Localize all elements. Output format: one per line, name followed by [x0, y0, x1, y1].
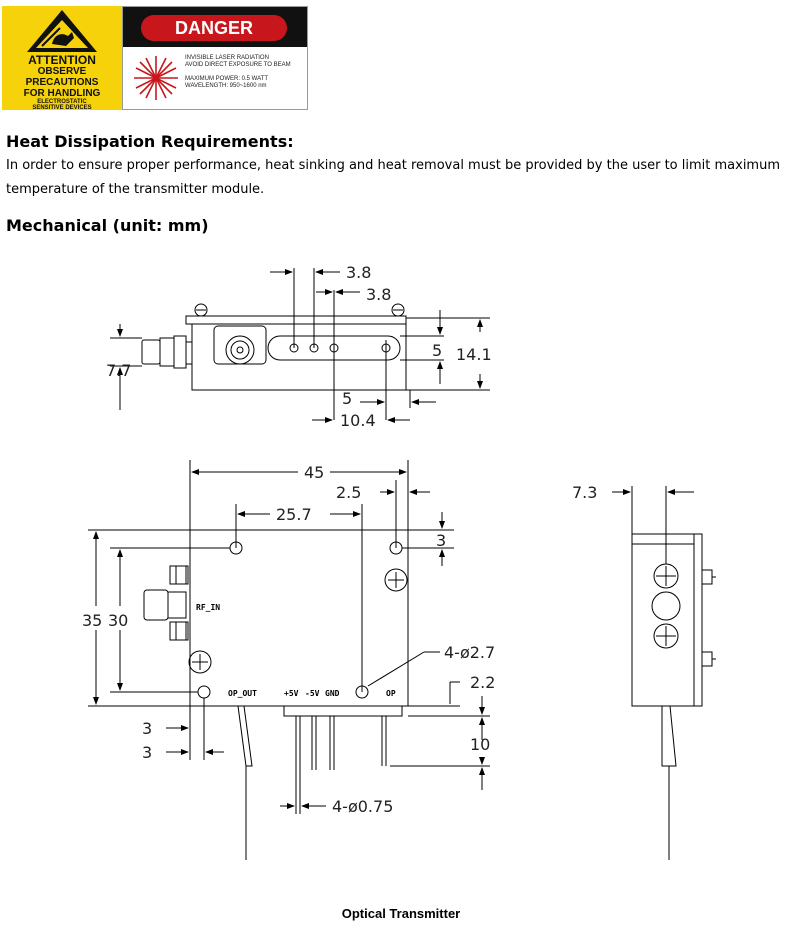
- label-minus-5v: -5V: [305, 689, 320, 698]
- dim-30: 30: [108, 611, 129, 630]
- dim-4-hole-2-7: 4-ø2.7: [444, 643, 496, 662]
- esd-line-1: ATTENTION: [28, 53, 96, 67]
- label-plus-5v: +5V: [284, 689, 299, 698]
- heat-line-1: In order to ensure proper performance, heat sinking and heat removal must be provided by the user to limit maximum: [6, 158, 780, 173]
- dim-3-left-b: 3: [142, 743, 153, 762]
- dim-5-top: 5: [432, 341, 443, 360]
- esd-warning-label: [2, 6, 122, 110]
- heat-line-2: temperature of the transmitter module.: [6, 182, 265, 197]
- dim-45: 45: [304, 463, 325, 482]
- laser-danger-label: [122, 6, 308, 110]
- dim-4-pin-0-75: 4-ø0.75: [332, 797, 394, 816]
- laser-power-text: MAXIMUM POWER: 0.5 WATT: [185, 76, 269, 82]
- dim-2-5: 2.5: [336, 483, 362, 502]
- dim-7-7: 7.7: [106, 361, 132, 380]
- dim-3-left-a: 3: [142, 719, 153, 738]
- label-op: OP: [386, 689, 396, 698]
- dim-10-4: 10.4: [340, 411, 376, 430]
- heat-heading: Heat Dissipation Requirements:: [6, 132, 294, 151]
- label-rf-in: RF_IN: [196, 603, 221, 612]
- dim-3-8-b: 3.8: [366, 285, 392, 304]
- esd-line-2: OBSERVE: [37, 66, 87, 77]
- mechanical-drawing: [60, 248, 802, 868]
- dim-2-2: 2.2: [470, 673, 496, 692]
- laser-avoid-text: AVOID DIRECT EXPOSURE TO BEAM: [185, 62, 291, 68]
- esd-line-6: SENSITIVE DEVICES: [32, 105, 92, 111]
- dim-25-7: 25.7: [276, 505, 312, 524]
- dim-3-right: 3: [436, 531, 447, 550]
- laser-burst-icon: [131, 53, 181, 103]
- laser-radiation-text: INVISIBLE LASER RADIATION: [185, 55, 269, 61]
- dim-7-3: 7.3: [572, 483, 598, 502]
- danger-title: DANGER: [141, 15, 287, 41]
- laser-wavelength-text: WAVELENGTH: 950~1600 nm: [185, 83, 267, 89]
- esd-line-3: PRECAUTIONS: [25, 77, 99, 88]
- mechanical-heading: Mechanical (unit: mm): [6, 216, 209, 235]
- label-gnd: GND: [325, 689, 340, 698]
- esd-line-5: ELECTROSTATIC: [37, 99, 87, 105]
- dim-14-1: 14.1: [456, 345, 492, 364]
- dim-5-bottom: 5: [342, 389, 353, 408]
- esd-line-4: FOR HANDLING: [23, 88, 101, 99]
- dim-35: 35: [82, 611, 103, 630]
- label-op-out: OP_OUT: [228, 689, 257, 698]
- figure-caption: Optical Transmitter: [341, 906, 461, 921]
- dim-10: 10: [470, 735, 491, 754]
- heat-paragraph: [6, 154, 802, 202]
- dim-3-8-a: 3.8: [346, 263, 372, 282]
- front-view-body: [190, 530, 408, 706]
